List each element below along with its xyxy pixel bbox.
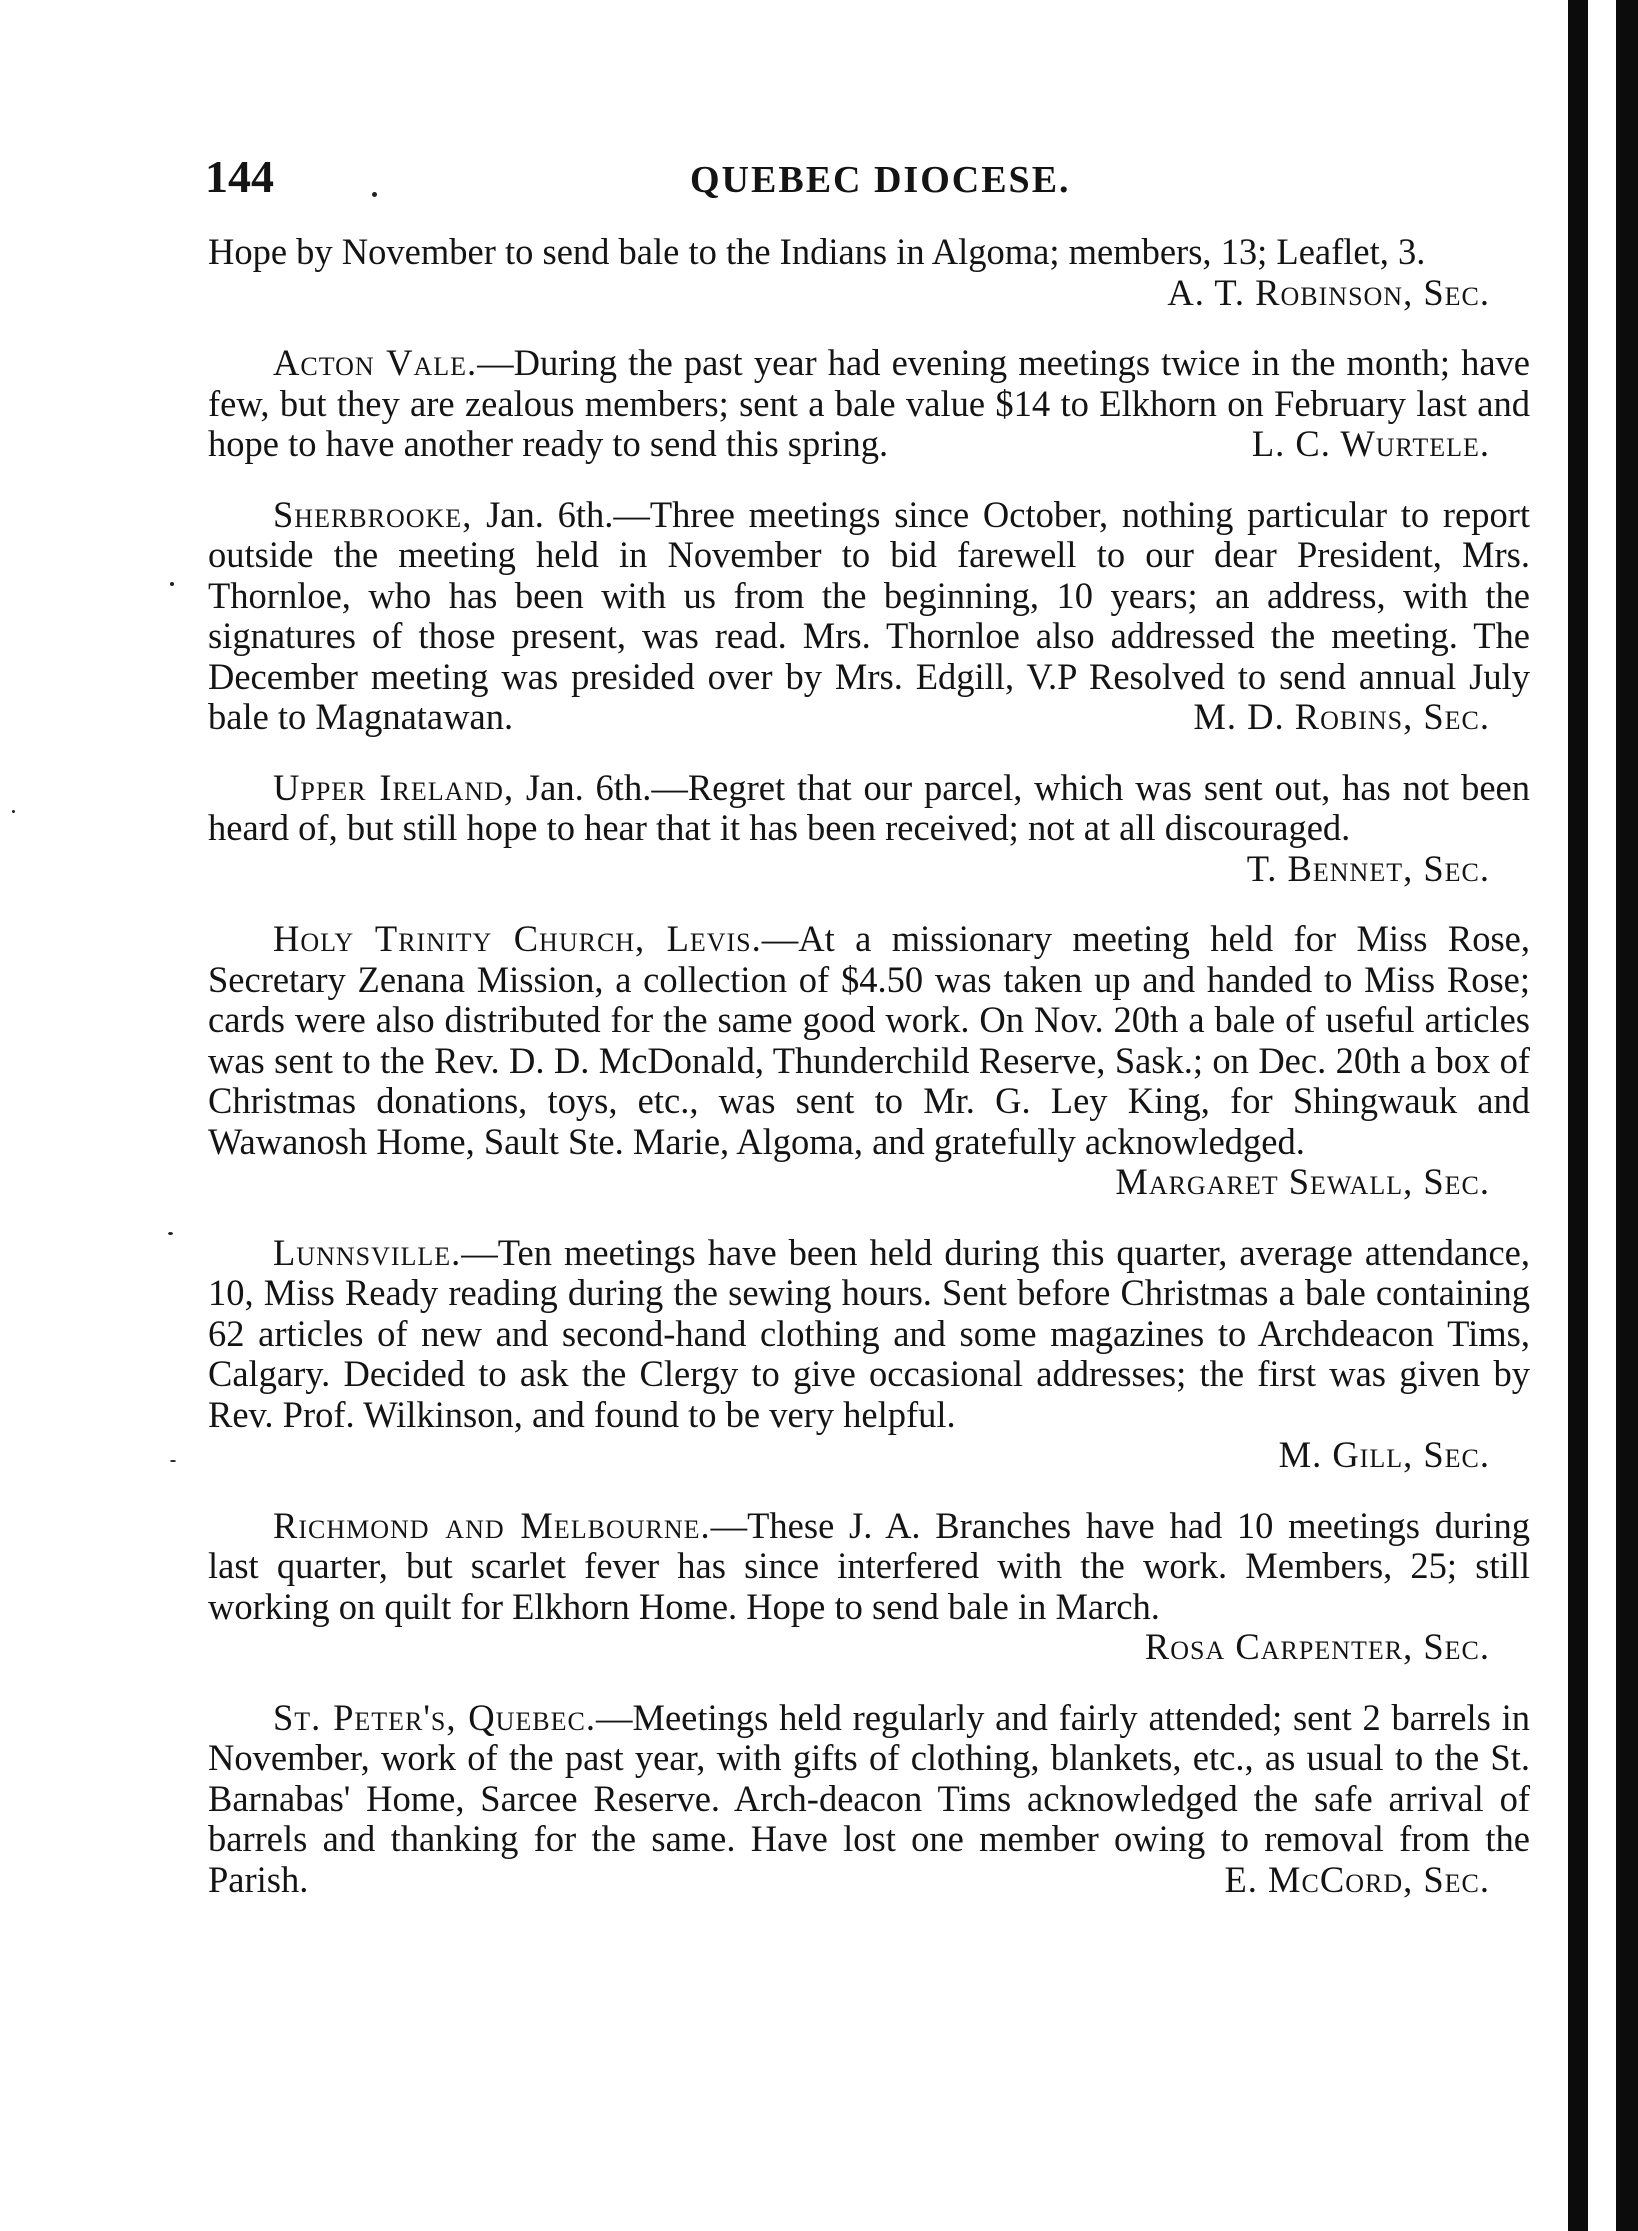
scan-speck: [168, 1232, 173, 1235]
body-text: [208, 232, 1530, 1930]
entry-signature: T. Bennet, Sec.: [1246, 847, 1490, 889]
report-entry: [208, 343, 1530, 465]
report-entry: [208, 1698, 1530, 1901]
entry-body: —These J. A. Branches have had 10 meetings during last quarter, but scarlet fever has since interfered with the work. Members, 25; still working on quilt for Elkhorn Home. Hope to send bale in March.: [208, 1504, 1530, 1627]
entry-signature: M. Gill, Sec.: [1278, 1434, 1490, 1475]
report-entry: [208, 919, 1530, 1203]
entry-signature: A. T. Robinson, Sec.: [1167, 271, 1490, 313]
scan-speck: [170, 1460, 176, 1462]
entry-signature: Rosa Carpenter, Sec.: [1144, 1626, 1490, 1667]
scan-speck: [170, 582, 174, 586]
entry-signature: L. C. Wurtele.: [1251, 423, 1490, 464]
report-entry: [208, 495, 1530, 738]
page-header: [205, 150, 1565, 210]
entry-body: Jan. 6th.—Three meetings since October, nothing particular to report outside the meeting held in November to bid farewell to our dear President, Mrs. Thornloe, who has been with us from the beginning, 10 years; an address, with the signatures of those present, was read. Mrs. Thornloe also addressed the meeting. The December meeting was presided over by Mrs. Edgill, V.P Resolved to send annual July bale to Magnatawan.: [208, 493, 1530, 737]
entry-body: —Meetings held regularly and fairly attended; sent 2 barrels in November, work of the past year, with gifts of clothing, blankets, etc., as usual to the St. Barnabas' Home, Sarcee Reserve. Arch-deacon Tims acknowledged the safe arrival of barrels and thanking for the same. Have lost one member owing to removal from the Parish.: [208, 1696, 1530, 1900]
facing-page-margin: [1588, 0, 1616, 2231]
entry-lead: Acton Vale.: [273, 342, 478, 383]
entry-body: Jan. 6th.—Regret that our parcel, which was sent out, has not been heard of, but still hope to hear that it has been received; not at all discouraged.: [208, 766, 1531, 848]
scan-speck: [372, 192, 377, 197]
entry-lead: Sherbrooke,: [273, 493, 473, 535]
running-head: QUEBEC DIOCESE.: [690, 159, 1071, 201]
entry-body: —During the past year had evening meetings twice in the month; have few, but they are zealous members; sent a bale value $14 to Elkhorn on February last and hope to have another ready to send this spring.: [208, 342, 1530, 464]
entry-body: —At a missionary meeting held for Miss Rose, Secretary Zenana Mission, a collection of $4.50 was taken up and handed to Miss Rose; cards were also distributed for the same good work. On Nov. 20th a bale of useful articles was sent to the Rev. D. D. McDonald, Thunderchild Reserve, Sask.; on Dec. 20th a box of Christmas donations, toys, etc., was sent to Mr. G. Ley King, for Shingwauk and Wawanosh Home, Sault Ste. Marie, Algoma, and gratefully acknowledged.: [208, 918, 1530, 1162]
entry-lead: Lunnsville.: [273, 1231, 462, 1273]
entry-body: Hope by November to send bale to the Indians in Algoma; members, 13; Leaflet, 3.: [208, 231, 1426, 272]
scan-speck: [12, 810, 15, 813]
entry-body: —Ten meetings have been held during this quarter, average attendance, 10, Miss Ready reading during the sewing hours. Sent before Christmas a bale containing 62 articles of new and second-hand clothing and some magazines to Archdeacon Tims, Calgary. Decided to ask the Clergy to give occasional addresses; the first was given by Rev. Prof. Wilkinson, and found to be very helpful.: [208, 1231, 1530, 1435]
report-entry: [208, 1506, 1530, 1668]
entry-lead: Richmond and Melbourne.: [273, 1504, 711, 1546]
report-entry: [208, 768, 1530, 890]
report-entry: [208, 1233, 1530, 1476]
entry-signature: Margaret Sewall, Sec.: [1115, 1161, 1490, 1202]
entry-signature: E. McCord, Sec.: [1224, 1858, 1490, 1900]
entry-lead: St. Peter's, Quebec.: [273, 1696, 596, 1738]
entry-lead: Holy Trinity Church, Levis.: [273, 918, 762, 959]
entry-lead: Upper Ireland,: [273, 766, 515, 808]
entry-signature: M. D. Robins, Sec.: [1193, 696, 1490, 737]
page-number: 144: [205, 151, 274, 202]
report-entry: [208, 232, 1530, 313]
